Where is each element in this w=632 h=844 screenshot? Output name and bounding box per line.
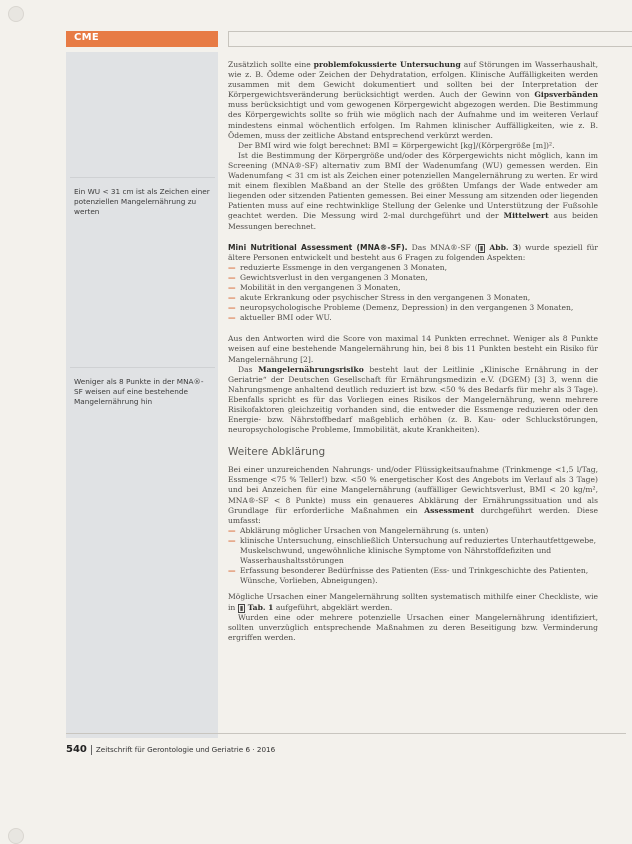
paragraph-bmi-formula: Der BMI wird wie folgt berechnet: BMI = Körpergewicht [kg]/(Körpergröße [m])². [238, 140, 555, 150]
list-item: — Abklärung möglicher Ursachen von Mangelernährung (s. unten) [228, 526, 598, 536]
footer-divider [66, 733, 626, 734]
list-item: — Erfassung besonderer Bedürfnisse des Patienten (Ess- und Trinkgeschichte des Patienten, Wünsche, Vorlieben, Abneigungen). [228, 566, 598, 586]
term-assessment: Assessment [424, 505, 474, 515]
term-problem-examination: problemfokussierte Untersuchung [313, 60, 461, 69]
sidebar-note-wu: Ein WU < 31 cm ist als Zeichen einer potenziellen Mangelernährung zu werten [74, 187, 210, 216]
paragraph-examination: Zusätzlich sollte eine problemfokussierte Untersuchung auf Störungen im Wasserhaushalt, wie z. B. Ödeme oder Zeichen der Dehydratation, erfolgen. Klinische Auffälligkeiten werden zusammen mit dem Gewicht dokumentiert und sollten bei der Interpretation der Körpergewichtsveränderung berücksichtigt werden. Auch der Gewinn von Gipsverbänden muss berücksichtigt und vom gewogenen Körpergewicht abgezogen werden. Die Bestimmung des Körpergewichts sollte so früh wie möglich nach der Aufnahme und im weiteren Verlauf mindestens einmal wöchentlich erfolgen. Im Rahmen klinischer Auffälligkeiten, wie z. B. Ödemen, muss der zeitliche Abstand entsprechend verkürzt werden. [228, 60, 598, 140]
assessment-list [228, 526, 598, 587]
list-item: — Gewichtsverlust in den vergangenen 3 Monaten, [228, 273, 598, 283]
header-rule-box [228, 31, 632, 47]
section-heading: Weitere Abklärung [228, 446, 326, 459]
list-item: — reduzierte Essmenge in den vergangenen 3 Monaten, [228, 263, 598, 273]
list-item: — aktueller BMI oder WU. [228, 313, 598, 323]
footer-separator [91, 745, 92, 755]
sidebar-note-mna: Weniger als 8 Punkte in der MNA®-SF weisen auf eine bestehende Mangelernährung hin [74, 377, 204, 406]
punch-hole-decoration [8, 6, 24, 22]
term-malnutrition-risk: Mangelernährungsrisiko [258, 364, 364, 374]
figure-ref-icon: ▮ [479, 243, 484, 252]
table-ref-icon: ▮ [239, 603, 244, 612]
section-label: CME [74, 32, 100, 43]
journal-citation: Zeitschrift für Gerontologie und Geriatrie 6 · 2016 [95, 745, 276, 754]
term-mean: Mittelwert [503, 211, 549, 221]
sidebar-divider [70, 367, 215, 368]
mna-aspect-list [228, 263, 598, 324]
paragraph-calf-circumference: Ist die Bestimmung der Körpergröße und/oder des Körpergewichts nicht möglich, kann im Screening (MNA®-SF) alternativ zum BMI der Wadenumfang (WU) gemessen werden. Ein Wadenumfang < 31 cm ist als Zeichen einer potenziellen Mangelernährung zu werten. Er wird mit einem flexiblen Maßband an der Stelle des größten Umfangs der Wade entweder am liegenden oder sitzenden Patienten gemessen. Bei einer Messung am sitzenden oder liegenden Patienten muss auf eine rechtwinklige Stellung der Gelenke und Unterstützung der Fußsohle geachtet werden. Die Messung wird 2-mal durchgeführt und der Mittelwert aus beiden Messungen berechnet. [228, 150, 598, 231]
paragraph-assessment: Bei einer unzureichenden Nahrungs- und/oder Flüssigkeitsaufnahme (Trinkmenge <1,5 l/Tag, Essmenge <75 % Teller!) bzw. <50 % energetischer Kost des Angebots im Verlauf als 3 Tage) und bei Anzeichen für eine Mangelernährung (auffälliger Gewichtsverlust, BMI < 20 kg/m², MNA®-SF < 8 Punkte) muss ein genaueres Abklärung der Ernährungssituation und als Grundlage für erforderliche Maßnahmen ein Assessment durchgeführt werden. Diese umfasst: [228, 465, 598, 525]
page-number: 540 [66, 744, 87, 755]
figure-reference: Abb. 3 [489, 242, 519, 252]
table-reference: Tab. 1 [247, 602, 274, 612]
paragraph-measures: Wurden eine oder mehrere potenzielle Ursachen einer Mangelernährung identifiziert, sollten unverzüglich entsprechende Maßnahmen zu deren Beseitigung bzw. Verminderung ergriffen werden. [228, 612, 598, 642]
list-item: — neuropsychologische Probleme (Demenz, Depression) in den vergangenen 3 Monaten, [228, 303, 598, 313]
list-item: — Mobilität in den vergangenen 3 Monaten, [228, 283, 598, 293]
sidebar-divider [70, 177, 215, 178]
page-footer [66, 744, 626, 755]
term-casts: Gipsverbänden [534, 90, 598, 100]
main-text-column [228, 60, 598, 643]
mna-run-in-heading: Mini Nutritional Assessment (MNA®-SF). [228, 242, 408, 252]
paragraph-malnutrition-risk: Das Mangelernährungsrisiko besteht laut der Leitlinie „Klinische Ernährung in der Geriatrie“ der Deutschen Gesellschaft für Ernährungsmedizin e.V. (DGEM) [3] 3, wenn die Nahrungsmenge anhaltend deutlich reduziert ist bzw. <50 % des Bedarfs für mehr als 3 Tage). Ebenfalls spricht es für das Vorliegen eines Risikos der Mangelernährung, wenn mehrere Risikofaktoren gleichzeitig vorhanden sind, die entweder die Essmenge reduzieren oder den Energie- bzw. Nährstoffbedarf maßgeblich erhöhen (z. B. Kau- oder Schluckstörungen, neuropsychologische Probleme, Immobilität, akute Krankheiten). [228, 364, 599, 435]
paragraph-mna-intro: Mini Nutritional Assessment (MNA®-SF). Das MNA®-SF ( ▮ Abb. 3) wurde speziell für ältere Personen entwickelt und besteht aus 6 Fragen zu folgenden Aspekten: [228, 242, 598, 262]
list-item: — akute Erkrankung oder psychischer Stress in den vergangenen 3 Monaten, [228, 293, 598, 303]
paragraph-causes-checklist: Mögliche Ursachen einer Mangelernährung sollten systematisch mithilfe einer Checkliste, wie in ▮ Tab. 1 aufgeführt, abgeklärt werden. [228, 592, 598, 612]
list-item: — klinische Untersuchung, einschließlich Untersuchung auf reduziertes Unterhautfettgewebe, Muskelschwund, ungewöhnliche klinische Symptome von Nährstoffdefiziten und Wasserhaushaltsstörungen [228, 536, 598, 566]
paragraph-mna-score: Aus den Antworten wird die Score von maximal 14 Punkten errechnet. Weniger als 8 Punkte weisen auf eine bestehende Mangelernährung hin, bei 8 bis 11 Punkten besteht ein Risiko für Mangelernährung [2]. [228, 334, 598, 364]
